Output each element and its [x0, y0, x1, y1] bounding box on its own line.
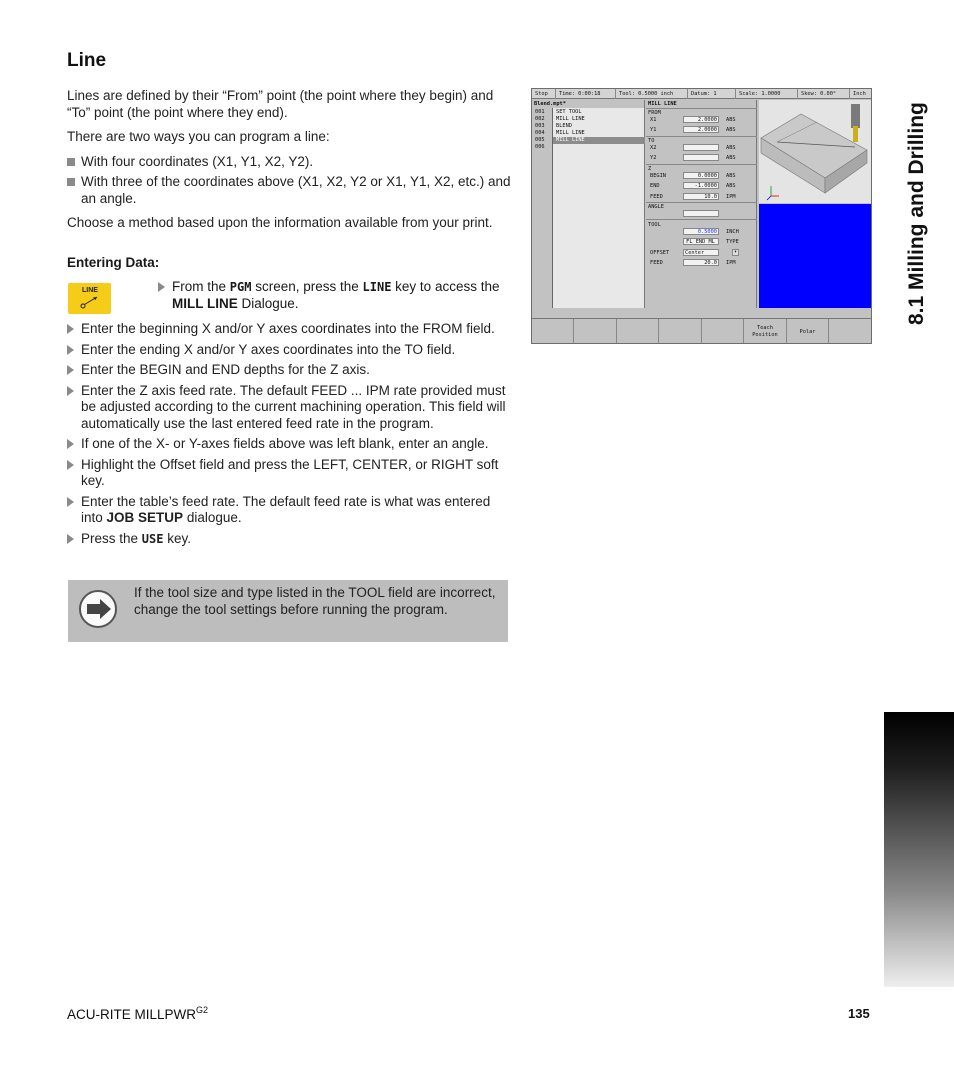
begin-label: BEGIN: [650, 173, 666, 179]
tool-unit: INCH: [726, 229, 739, 235]
use-key: USE: [141, 531, 164, 546]
page-number: 135: [848, 1006, 870, 1021]
feed2-unit: IPM: [726, 260, 736, 266]
line-icon: [80, 295, 100, 309]
mill-line-form: [646, 100, 757, 308]
status-cell: Time: 0:00:18: [556, 89, 616, 99]
offset-select[interactable]: Center: [683, 249, 719, 256]
feed-unit: IPM: [726, 194, 736, 200]
status-cell: Inch: [853, 91, 866, 97]
step-item: Enter the beginning X and/or Y axes coordinates into the FROM field.: [67, 321, 515, 338]
from-label: FROM: [648, 110, 661, 116]
line-key-label: LINE: [82, 287, 98, 294]
z-label: Z: [648, 166, 652, 172]
angle-label: ANGLE: [648, 204, 664, 210]
y1-label: Y1: [650, 127, 657, 133]
program-row-number: 005: [535, 137, 545, 143]
begin-field[interactable]: 0.0000: [683, 172, 719, 179]
triangle-bullet-icon: [158, 282, 165, 292]
program-row[interactable]: MILL LINE: [556, 130, 585, 136]
intro-paragraph-1: Lines are defined by their “From” point (the point where they begin) and “To” point (the point where they end).: [67, 88, 494, 120]
intro-paragraph-2: There are two ways you can program a line:: [67, 129, 330, 144]
intro-block: [67, 88, 515, 240]
x1-field[interactable]: 2.0000: [683, 116, 719, 123]
program-row-number: 003: [535, 123, 545, 129]
note-box: [68, 580, 508, 642]
arrow-right-icon: [79, 590, 117, 628]
program-panel: [532, 100, 645, 308]
program-row-number: 006: [535, 144, 545, 150]
chevron-down-icon[interactable]: ▾: [733, 249, 737, 255]
triangle-bullet-icon: [67, 365, 74, 375]
angle-field[interactable]: [683, 210, 719, 217]
x2-label: X2: [650, 145, 657, 151]
step-item: If one of the X- or Y-axes fields above was left blank, enter an angle.: [67, 436, 515, 453]
table-feed-field[interactable]: 20.0: [683, 259, 719, 266]
square-bullet-icon: [67, 178, 75, 186]
end-field[interactable]: -1.0000: [683, 182, 719, 189]
tool-size-field[interactable]: 0.5000: [683, 228, 719, 235]
program-row-number: 001: [535, 109, 545, 115]
y1-field[interactable]: 2.0000: [683, 126, 719, 133]
program-row-number: 004: [535, 130, 545, 136]
triangle-bullet-icon: [67, 534, 74, 544]
feed-field[interactable]: 10.0: [683, 193, 719, 200]
softkey[interactable]: [702, 319, 744, 344]
y2-unit: ABS: [726, 155, 736, 161]
program-row[interactable]: BLEND: [556, 123, 572, 129]
step-item: Enter the table’s feed rate. The default feed rate is what was entered into JOB SETUP dialogue.: [67, 494, 515, 527]
x1-unit: ABS: [726, 117, 736, 123]
step-item: Highlight the Offset field and press the LEFT, CENTER, or RIGHT soft key.: [67, 457, 515, 490]
softkey[interactable]: [532, 319, 574, 344]
softkey[interactable]: [659, 319, 702, 344]
status-cell: Stop: [532, 89, 556, 99]
x2-field[interactable]: [683, 144, 719, 151]
step-item: Enter the ending X and/or Y axes coordinates into the TO field.: [67, 342, 515, 359]
triangle-bullet-icon: [67, 460, 74, 470]
line-key-text: LINE: [362, 280, 392, 294]
softkey-teach-position[interactable]: Teach Position: [744, 319, 787, 344]
triangle-bullet-icon: [67, 497, 74, 507]
y1-unit: ABS: [726, 127, 736, 133]
chapter-thumb-tab: [884, 712, 954, 987]
form-title: MILL LINE: [648, 101, 677, 107]
tool-type-field[interactable]: FL END ML: [683, 238, 719, 245]
x2-unit: ABS: [726, 145, 736, 151]
y2-label: Y2: [650, 155, 657, 161]
footer-product: ACU-RITE $MILLPWR^{G2}$: [67, 1005, 209, 1022]
softkey[interactable]: [617, 319, 659, 344]
chapter-title: 8.1 Milling and Drilling: [905, 102, 928, 325]
triangle-bullet-icon: [67, 439, 74, 449]
end-unit: ABS: [726, 183, 736, 189]
begin-unit: ABS: [726, 173, 736, 179]
x1-label: X1: [650, 117, 657, 123]
program-row-selected[interactable]: MILL LINE: [553, 137, 645, 144]
tool-type-label: TYPE: [726, 239, 739, 245]
offset-label: OFFSET: [650, 250, 670, 256]
footer-superscript: G2: [196, 1005, 209, 1015]
step-open-dialogue: From the PGM screen, press the LINE key to access the MILL LINE Dialogue.: [158, 279, 514, 316]
steps-list: [67, 321, 515, 551]
part-preview-graphic: [759, 100, 871, 203]
square-bullet-icon: [67, 158, 75, 166]
note-text: If the tool size and type listed in the TOOL field are incorrect, change the tool settings before running the program.: [134, 585, 496, 617]
to-label: TO: [648, 138, 655, 144]
status-cell: Scale: 1.0000: [736, 89, 798, 99]
graphics-view: [759, 204, 871, 308]
step-item: Enter the Z axis feed rate. The default FEED ... IPM rate provided must be adjusted according to the current machining operation. This field will automatically use the last entered feed rate in the program.: [67, 383, 515, 433]
pgm-key: PGM: [229, 280, 252, 294]
feed-label: FEED: [650, 194, 663, 200]
softkey[interactable]: [829, 319, 871, 344]
step-item: Enter the BEGIN and END depths for the Z axis.: [67, 362, 515, 379]
triangle-bullet-icon: [67, 386, 74, 396]
tool-label: TOOL: [648, 222, 661, 228]
program-row-number: 002: [535, 116, 545, 122]
softkey-polar[interactable]: Polar: [787, 319, 829, 344]
status-cell: Tool: 0.5000 inch: [616, 89, 688, 99]
triangle-bullet-icon: [67, 345, 74, 355]
line-key-button: [68, 283, 111, 314]
mill-line-screenshot: [531, 88, 872, 344]
program-row[interactable]: MILL LINE: [556, 116, 585, 122]
intro-paragraph-3: Choose a method based upon the information available from your print.: [67, 215, 493, 230]
program-title: Blend.mpt*: [534, 101, 566, 107]
softkey[interactable]: [574, 319, 617, 344]
program-list[interactable]: [552, 108, 644, 308]
step-item: Press the USE key.: [67, 531, 515, 548]
status-cell: Skew: 0.00°: [798, 89, 850, 99]
3d-part-view: [759, 100, 871, 203]
section-title: Line: [67, 50, 107, 71]
triangle-bullet-icon: [67, 324, 74, 334]
status-cell: Datum: 1: [688, 89, 736, 99]
y2-field[interactable]: [683, 154, 719, 161]
entering-data-heading: Entering Data:: [67, 255, 160, 270]
softkey-bar: [532, 318, 871, 344]
program-row[interactable]: SET TOOL: [556, 109, 582, 115]
feed2-label: FEED: [650, 260, 663, 266]
end-label: END: [650, 183, 660, 189]
bullet-item: With four coordinates (X1, Y1, X2, Y2).: [67, 154, 515, 171]
status-bar: [532, 89, 871, 99]
bullet-item: With three of the coordinates above (X1, X2, Y2 or X1, Y1, X2, etc.) and an angle.: [67, 174, 515, 207]
